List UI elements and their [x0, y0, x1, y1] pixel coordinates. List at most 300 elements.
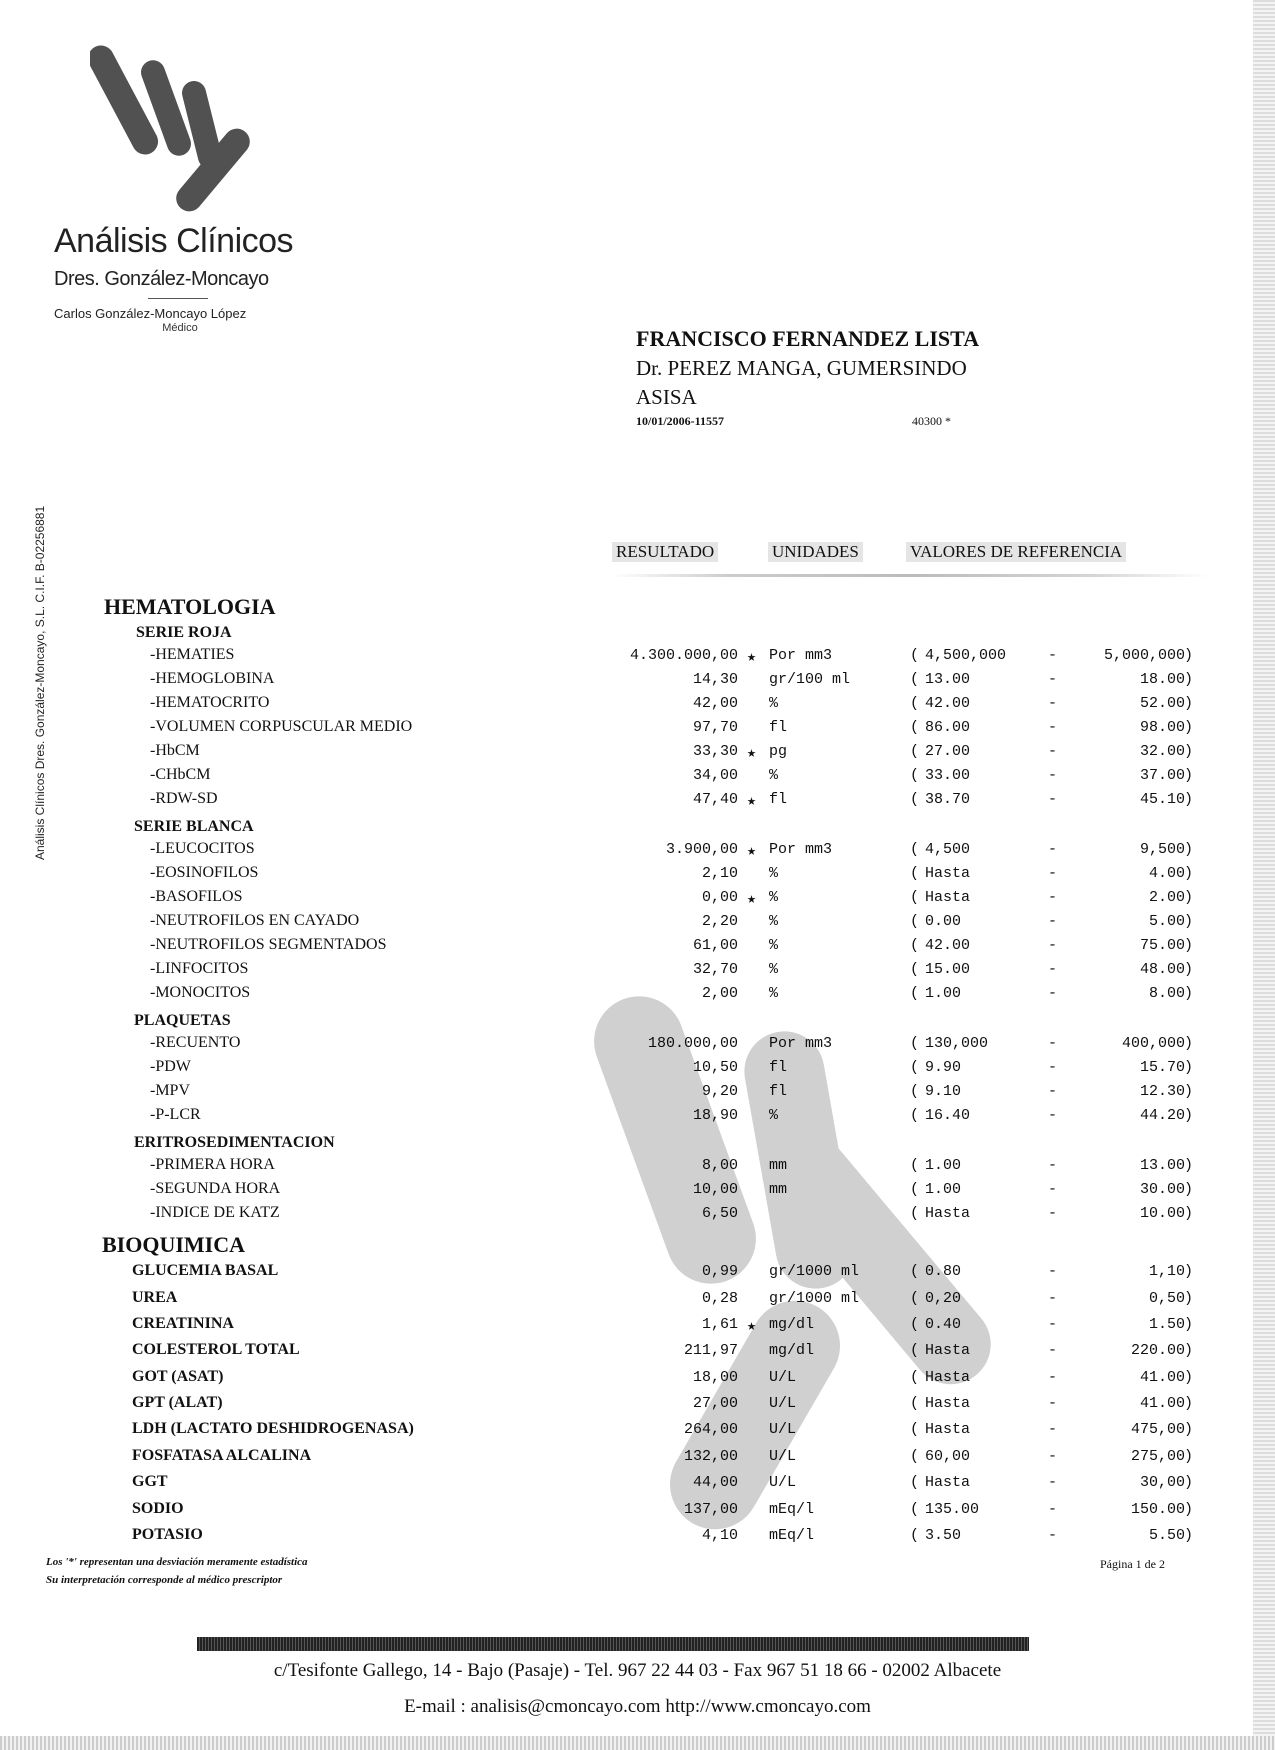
reference-open: (	[910, 1107, 920, 1124]
reference-dash: -	[1048, 1107, 1058, 1124]
unit-value: mEq/l	[769, 1527, 815, 1544]
reference-high: 52.00	[1139, 695, 1185, 712]
footer-bar	[197, 1637, 1029, 1651]
reference-high: 15.70	[1139, 1059, 1185, 1076]
reference-open: (	[910, 913, 920, 930]
unit-value: fl	[769, 791, 788, 808]
table-row	[0, 912, 1275, 934]
unit-value: U/L	[769, 1474, 797, 1491]
reference-close: )	[1184, 743, 1194, 760]
reference-dash: -	[1048, 841, 1058, 858]
unit-value: gr/1000 ml	[769, 1290, 860, 1307]
unit-value: fl	[769, 719, 788, 736]
patient-block	[636, 326, 979, 410]
clinic-name: Análisis Clínicos	[54, 222, 294, 260]
unit-value: %	[769, 937, 779, 954]
table-row	[0, 766, 1275, 788]
reference-low: 0.80	[925, 1263, 962, 1280]
result-value: 18,90	[692, 1107, 738, 1124]
subsection-eritrosedimentacion: ERITROSEDIMENTACION	[134, 1134, 335, 1151]
reference-dash: -	[1048, 719, 1058, 736]
result-value: 132,00	[683, 1448, 738, 1465]
reference-open: (	[910, 719, 920, 736]
reference-open: (	[910, 1059, 920, 1076]
unit-value: %	[769, 889, 779, 906]
column-header-result: RESULTADO	[612, 542, 718, 562]
table-row	[0, 1156, 1275, 1178]
section-bioquimica: BIOQUIMICA	[102, 1232, 246, 1257]
reference-open: (	[910, 1395, 920, 1412]
unit-value: U/L	[769, 1395, 797, 1412]
reference-open: (	[910, 865, 920, 882]
test-name: -BASOFILOS	[150, 888, 243, 905]
reference-high: 9,500	[1139, 841, 1185, 858]
reference-close: )	[1184, 961, 1194, 978]
reference-open: (	[910, 1083, 920, 1100]
table-row	[0, 888, 1275, 910]
reference-close: )	[1184, 1395, 1194, 1412]
reference-low: 33.00	[925, 767, 971, 784]
reference-close: )	[1184, 1342, 1194, 1359]
reference-open: (	[910, 1527, 920, 1544]
result-value: 27,00	[692, 1395, 738, 1412]
result-value: 42,00	[692, 695, 738, 712]
reference-open: (	[910, 1181, 920, 1198]
reference-high: 30.00	[1139, 1181, 1185, 1198]
subsection-serie-blanca: SERIE BLANCA	[134, 818, 254, 835]
reference-low: Hasta	[925, 1205, 971, 1222]
reference-close: )	[1184, 1035, 1194, 1052]
result-value: 61,00	[692, 937, 738, 954]
clinic-divider	[148, 298, 208, 299]
unit-value: U/L	[769, 1448, 797, 1465]
result-value: 2,00	[701, 985, 738, 1002]
unit-value: U/L	[769, 1421, 797, 1438]
reference-open: (	[910, 695, 920, 712]
reference-low: Hasta	[925, 1395, 971, 1412]
table-row	[0, 1180, 1275, 1202]
reference-high: 475,00	[1130, 1421, 1185, 1438]
reference-close: )	[1184, 865, 1194, 882]
result-value: 4.300.000,00	[629, 647, 738, 664]
column-header-reference: VALORES DE REFERENCIA	[906, 542, 1126, 562]
reference-high: 98.00	[1139, 719, 1185, 736]
reference-dash: -	[1048, 937, 1058, 954]
reference-high: 5.50	[1148, 1527, 1185, 1544]
reference-high: 1,10	[1148, 1263, 1185, 1280]
reference-low: 135.00	[925, 1501, 980, 1518]
section-hematologia: HEMATOLOGIA	[104, 594, 276, 619]
reference-low: 13.00	[925, 671, 971, 688]
unit-value: pg	[769, 743, 788, 760]
table-row	[0, 840, 1275, 862]
reference-dash: -	[1048, 865, 1058, 882]
reference-dash: -	[1048, 1421, 1058, 1438]
reference-dash: -	[1048, 1083, 1058, 1100]
subsection-serie-roja: SERIE ROJA	[136, 624, 232, 641]
reference-dash: -	[1048, 1263, 1058, 1280]
test-name: GLUCEMIA BASAL	[132, 1262, 279, 1279]
reference-close: )	[1184, 647, 1194, 664]
reference-high: 5,000,000	[1103, 647, 1185, 664]
reference-open: (	[910, 1035, 920, 1052]
deviation-flag: ★	[747, 745, 757, 762]
result-value: 33,30	[692, 743, 738, 760]
reference-close: )	[1184, 1290, 1194, 1307]
reference-high: 400,000	[1121, 1035, 1185, 1052]
reference-low: Hasta	[925, 889, 971, 906]
reference-low: 130,000	[925, 1035, 989, 1052]
reference-close: )	[1184, 1205, 1194, 1222]
reference-dash: -	[1048, 1316, 1058, 1333]
reference-high: 44.20	[1139, 1107, 1185, 1124]
reference-low: 60,00	[925, 1448, 971, 1465]
table-row	[0, 1106, 1275, 1128]
reference-low: 16.40	[925, 1107, 971, 1124]
reference-low: 0,20	[925, 1290, 962, 1307]
reference-high: 48.00	[1139, 961, 1185, 978]
reference-open: (	[910, 1263, 920, 1280]
reference-open: (	[910, 1501, 920, 1518]
reference-high: 1.50	[1148, 1316, 1185, 1333]
test-name: COLESTEROL TOTAL	[132, 1341, 300, 1358]
reference-close: )	[1184, 1316, 1194, 1333]
unit-value: Por mm3	[769, 647, 833, 664]
reference-high: 8.00	[1148, 985, 1185, 1002]
column-header-units: UNIDADES	[768, 542, 863, 562]
reference-close: )	[1184, 985, 1194, 1002]
clinic-logo-icon	[90, 40, 280, 220]
reference-close: )	[1184, 937, 1194, 954]
reference-low: 42.00	[925, 937, 971, 954]
reference-open: (	[910, 647, 920, 664]
reference-open: (	[910, 985, 920, 1002]
reference-low: 1.00	[925, 1157, 962, 1174]
test-name: -PDW	[150, 1058, 191, 1075]
reference-dash: -	[1048, 1501, 1058, 1518]
result-value: 97,70	[692, 719, 738, 736]
unit-value: fl	[769, 1083, 788, 1100]
reference-dash: -	[1048, 1181, 1058, 1198]
unit-value: gr/1000 ml	[769, 1263, 860, 1280]
table-row	[0, 1289, 1275, 1311]
deviation-flag: ★	[747, 843, 757, 860]
table-row	[0, 960, 1275, 982]
reference-dash: -	[1048, 1157, 1058, 1174]
reference-close: )	[1184, 1369, 1194, 1386]
result-value: 0,99	[701, 1263, 738, 1280]
reference-dash: -	[1048, 1369, 1058, 1386]
reference-dash: -	[1048, 647, 1058, 664]
reference-open: (	[910, 791, 920, 808]
reference-dash: -	[1048, 1448, 1058, 1465]
reference-dash: -	[1048, 961, 1058, 978]
unit-value: %	[769, 767, 779, 784]
reference-high: 275,00	[1130, 1448, 1185, 1465]
test-name: GOT (ASAT)	[132, 1368, 224, 1385]
unit-value: Por mm3	[769, 841, 833, 858]
result-value: 3.900,00	[665, 841, 738, 858]
reference-dash: -	[1048, 1035, 1058, 1052]
reference-open: (	[910, 1316, 920, 1333]
table-row	[0, 718, 1275, 740]
test-name: -EOSINOFILOS	[150, 864, 259, 881]
reference-high: 2.00	[1148, 889, 1185, 906]
table-row	[0, 1500, 1275, 1522]
test-name: -VOLUMEN CORPUSCULAR MEDIO	[150, 718, 413, 735]
reference-low: 86.00	[925, 719, 971, 736]
referring-doctor: Dr. PEREZ MANGA, GUMERSINDO	[636, 356, 967, 380]
unit-value: mg/dl	[769, 1316, 815, 1333]
table-row	[0, 790, 1275, 812]
sample-date-ref: 10/01/2006-11557	[636, 414, 725, 428]
result-value: 10,50	[692, 1059, 738, 1076]
reference-close: )	[1184, 1421, 1194, 1438]
reference-close: )	[1184, 1263, 1194, 1280]
reference-high: 5.00	[1148, 913, 1185, 930]
reference-high: 41.00	[1139, 1395, 1185, 1412]
table-row	[0, 1315, 1275, 1337]
test-name: -HEMATIES	[150, 646, 235, 663]
reference-low: 0.40	[925, 1316, 962, 1333]
reference-open: (	[910, 961, 920, 978]
result-value: 211,97	[683, 1342, 738, 1359]
deviation-flag: ★	[747, 649, 757, 666]
table-row	[0, 1447, 1275, 1469]
reference-dash: -	[1048, 1474, 1058, 1491]
unit-value: gr/100 ml	[769, 671, 851, 688]
reference-high: 32.00	[1139, 743, 1185, 760]
unit-value: Por mm3	[769, 1035, 833, 1052]
reference-dash: -	[1048, 743, 1058, 760]
unit-value: mEq/l	[769, 1501, 815, 1518]
reference-close: )	[1184, 1501, 1194, 1518]
reference-dash: -	[1048, 1290, 1058, 1307]
footnote-line-2: Su interpretación corresponde al médico prescriptor	[46, 1574, 283, 1586]
test-name: POTASIO	[132, 1526, 203, 1543]
reference-close: )	[1184, 1448, 1194, 1465]
result-value: 32,70	[692, 961, 738, 978]
unit-value: %	[769, 695, 779, 712]
reference-dash: -	[1048, 1342, 1058, 1359]
result-value: 9,20	[701, 1083, 738, 1100]
reference-low: 1.00	[925, 985, 962, 1002]
reference-dash: -	[1048, 1059, 1058, 1076]
reference-high: 4.00	[1148, 865, 1185, 882]
reference-low: Hasta	[925, 1369, 971, 1386]
reference-dash: -	[1048, 1395, 1058, 1412]
test-name: GPT (ALAT)	[132, 1394, 223, 1411]
table-row	[0, 1034, 1275, 1056]
reference-close: )	[1184, 767, 1194, 784]
reference-close: )	[1184, 671, 1194, 688]
header-underline	[610, 574, 1210, 577]
reference-open: (	[910, 889, 920, 906]
test-name: -PRIMERA HORA	[150, 1156, 275, 1173]
reference-low: Hasta	[925, 1474, 971, 1491]
reference-open: (	[910, 1474, 920, 1491]
reference-close: )	[1184, 913, 1194, 930]
unit-value: %	[769, 1107, 779, 1124]
table-row	[0, 1526, 1275, 1548]
reference-low: 27.00	[925, 743, 971, 760]
reference-close: )	[1184, 889, 1194, 906]
reference-close: )	[1184, 1107, 1194, 1124]
result-value: 180.000,00	[647, 1035, 738, 1052]
table-row	[0, 670, 1275, 692]
table-row	[0, 1473, 1275, 1495]
test-name: -MPV	[150, 1082, 191, 1099]
reference-open: (	[910, 767, 920, 784]
reference-low: 38.70	[925, 791, 971, 808]
reference-high: 10.00	[1139, 1205, 1185, 1222]
reference-dash: -	[1048, 695, 1058, 712]
side-legal-text: Análisis Clínicos Dres. González-Moncayo, S.L. C.I.F. B-02256881	[33, 505, 47, 860]
reference-dash: -	[1048, 889, 1058, 906]
unit-value: %	[769, 985, 779, 1002]
reference-close: )	[1184, 1527, 1194, 1544]
table-row	[0, 1058, 1275, 1080]
unit-value: %	[769, 961, 779, 978]
test-name: -INDICE DE KATZ	[150, 1204, 280, 1221]
clinic-role: Médico	[162, 322, 198, 334]
reference-high: 150.00	[1130, 1501, 1185, 1518]
reference-high: 75.00	[1139, 937, 1185, 954]
reference-low: 42.00	[925, 695, 971, 712]
result-value: 44,00	[692, 1474, 738, 1491]
reference-close: )	[1184, 1059, 1194, 1076]
reference-high: 220.00	[1130, 1342, 1185, 1359]
reference-close: )	[1184, 1083, 1194, 1100]
table-row	[0, 742, 1275, 764]
clinic-subtitle: Dres. González-Moncayo	[54, 268, 269, 290]
result-value: 8,00	[701, 1157, 738, 1174]
result-value: 1,61	[701, 1316, 738, 1333]
reference-open: (	[910, 841, 920, 858]
test-name: -HbCM	[150, 742, 200, 759]
reference-low: Hasta	[925, 1421, 971, 1438]
clinic-doctor: Carlos González-Moncayo López	[54, 306, 247, 321]
reference-close: )	[1184, 695, 1194, 712]
table-row	[0, 1204, 1275, 1226]
test-name: -LEUCOCITOS	[150, 840, 255, 857]
table-row	[0, 864, 1275, 886]
unit-value: mg/dl	[769, 1342, 815, 1359]
test-name: GGT	[132, 1473, 168, 1490]
test-name: FOSFATASA ALCALINA	[132, 1447, 312, 1464]
reference-dash: -	[1048, 913, 1058, 930]
reference-dash: -	[1048, 1527, 1058, 1544]
page-number: Página 1 de 2	[1100, 1557, 1165, 1571]
reference-open: (	[910, 1342, 920, 1359]
reference-high: 37.00	[1139, 767, 1185, 784]
reference-high: 0,50	[1148, 1290, 1185, 1307]
table-row	[0, 1341, 1275, 1363]
test-name: SODIO	[132, 1500, 184, 1517]
result-value: 18,00	[692, 1369, 738, 1386]
reference-open: (	[910, 1205, 920, 1222]
result-value: 0,28	[701, 1290, 738, 1307]
result-value: 34,00	[692, 767, 738, 784]
result-value: 47,40	[692, 791, 738, 808]
test-name: -NEUTROFILOS EN CAYADO	[150, 912, 360, 929]
reference-close: )	[1184, 1157, 1194, 1174]
test-name: -HEMATOCRITO	[150, 694, 270, 711]
test-name: -SEGUNDA HORA	[150, 1180, 281, 1197]
reference-close: )	[1184, 1181, 1194, 1198]
table-row	[0, 646, 1275, 668]
table-row	[0, 1082, 1275, 1104]
reference-low: 9.10	[925, 1083, 962, 1100]
reference-open: (	[910, 1448, 920, 1465]
unit-value: U/L	[769, 1369, 797, 1386]
result-value: 6,50	[701, 1205, 738, 1222]
patient-code: 40300 *	[912, 414, 951, 428]
result-value: 264,00	[683, 1421, 738, 1438]
reference-dash: -	[1048, 791, 1058, 808]
reference-high: 18.00	[1139, 671, 1185, 688]
patient-name: FRANCISCO FERNANDEZ LISTA	[636, 326, 980, 351]
reference-dash: -	[1048, 985, 1058, 1002]
reference-high: 30,00	[1139, 1474, 1185, 1491]
result-value: 4,10	[701, 1527, 738, 1544]
reference-close: )	[1184, 719, 1194, 736]
reference-low: 3.50	[925, 1527, 962, 1544]
table-row	[0, 1262, 1275, 1284]
footer-address: c/Tesifonte Gallego, 14 - Bajo (Pasaje) - Tel. 967 22 44 03 - Fax 967 51 18 66 - 02002 Albacete	[273, 1660, 1002, 1681]
table-row	[0, 1394, 1275, 1416]
test-name: -RECUENTO	[150, 1034, 241, 1051]
test-name: CREATININA	[132, 1315, 234, 1332]
table-row	[0, 984, 1275, 1006]
reference-open: (	[910, 743, 920, 760]
test-name: -NEUTROFILOS SEGMENTADOS	[150, 936, 387, 953]
reference-dash: -	[1048, 671, 1058, 688]
insurer: ASISA	[636, 385, 697, 409]
reference-close: )	[1184, 1474, 1194, 1491]
test-name: -P-LCR	[150, 1106, 201, 1123]
result-value: 0,00	[701, 889, 738, 906]
reference-open: (	[910, 671, 920, 688]
test-name: LDH (LACTATO DESHIDROGENASA)	[132, 1420, 414, 1437]
reference-open: (	[910, 1290, 920, 1307]
reference-low: Hasta	[925, 865, 971, 882]
test-name: -RDW-SD	[150, 790, 218, 807]
reference-close: )	[1184, 841, 1194, 858]
result-value: 14,30	[692, 671, 738, 688]
unit-value: %	[769, 913, 779, 930]
reference-low: 9.90	[925, 1059, 962, 1076]
test-name: -CHbCM	[150, 766, 211, 783]
reference-high: 41.00	[1139, 1369, 1185, 1386]
reference-low: 15.00	[925, 961, 971, 978]
unit-value: mm	[769, 1157, 788, 1174]
reference-open: (	[910, 1157, 920, 1174]
footnote-line-1: Los '*' representan una desviación meramente estadística	[46, 1556, 308, 1568]
deviation-flag: ★	[747, 793, 757, 810]
reference-high: 45.10	[1139, 791, 1185, 808]
reference-open: (	[910, 1369, 920, 1386]
result-value: 137,00	[683, 1501, 738, 1518]
reference-low: Hasta	[925, 1342, 971, 1359]
unit-value: %	[769, 865, 779, 882]
reference-high: 13.00	[1139, 1157, 1185, 1174]
scan-edge-bottom	[0, 1736, 1275, 1750]
table-row	[0, 1420, 1275, 1442]
deviation-flag: ★	[747, 1318, 757, 1335]
table-row	[0, 694, 1275, 716]
test-name: -MONOCITOS	[150, 984, 251, 1001]
